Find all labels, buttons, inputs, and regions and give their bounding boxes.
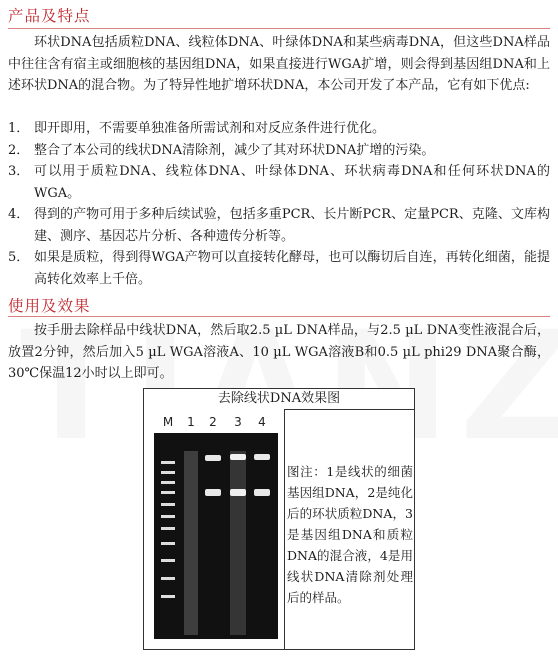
feature-text: 如果是质粒，得到得WGA产物可以直接转化酵母，也可以酶切后自连，再转化细菌，能提高转化效率上千倍。 [34, 250, 550, 287]
marker-band [161, 491, 175, 494]
features-divider [8, 28, 550, 29]
figure-title: 去除线状DNA效果图 [144, 389, 414, 410]
marker-lane-bands [161, 461, 175, 598]
feature-item-1 [8, 118, 550, 140]
lane-label-1: 1 [187, 415, 195, 429]
usage-paragraph [8, 320, 550, 385]
lane-label-2: 2 [209, 415, 217, 429]
feature-item-2 [8, 140, 550, 162]
features-heading: 产品及特点 [8, 7, 91, 25]
features-intro-text: 环状DNA包括质粒DNA、线粒体DNA、叶绿体DNA和某些病毒DNA，但这些DNA样品中往往含有宿主或细胞核的基因组DNA，如果直接进行WGA扩增，则会得到基因组DNA和上述环状DNA的混合物。为了特异性地扩增环状DNA，本公司开发了本产品，它有如下优点: [8, 35, 550, 93]
gel-figure [143, 388, 415, 650]
marker-band [161, 503, 175, 506]
marker-band [161, 577, 175, 580]
gel-image [144, 409, 284, 649]
marker-band [161, 542, 175, 545]
lane-2-band-lower [205, 489, 221, 496]
marker-band [161, 471, 175, 474]
feature-text: 得到的产物可用于多种后续试验，包括多重PCR、长片断PCR、定量PCR、克隆、文库构建、测序、基因芯片分析、各种遗传分析等。 [34, 207, 550, 244]
marker-band [161, 595, 175, 598]
lane-4-band-upper [254, 454, 270, 460]
lane-label-4: 4 [258, 415, 266, 429]
features-list [8, 118, 550, 290]
lane-label-3: 3 [234, 415, 242, 429]
figure-caption: 图注：1是线状的细菌基因组DNA，2是纯化后的环状质粒DNA，3是基因组DNA和质粒DNA的混合液，4是用线状DNA清除剂处理后的样品。 [287, 464, 413, 605]
marker-band [161, 527, 175, 530]
gel-panel [144, 409, 285, 649]
lane-1-smear [184, 451, 198, 635]
marker-band [161, 559, 175, 562]
marker-band [161, 481, 175, 484]
usage-heading: 使用及效果 [8, 297, 91, 315]
features-intro [8, 32, 550, 97]
feature-text: 整合了本公司的线状DNA清除剂，减少了其对环状DNA扩增的污染。 [34, 142, 435, 158]
feature-item-5 [8, 247, 550, 290]
feature-number: 1． [8, 121, 30, 136]
lane-3-band-lower [230, 489, 246, 496]
feature-text: 可以用于质粒DNA、线粒体DNA、叶绿体DNA、环状病毒DNA和任何环状DNA的WGA。 [34, 164, 550, 201]
lane-4-band-lower [254, 489, 270, 496]
lane-3-smear [230, 451, 246, 635]
lane-3-band-upper [230, 454, 246, 460]
usage-divider [8, 316, 550, 317]
lane-label-m: M [162, 415, 174, 429]
feature-item-3 [8, 161, 550, 204]
feature-number: 5． [8, 250, 30, 265]
feature-number: 2． [8, 142, 30, 158]
usage-text: 按手册去除样品中线状DNA，然后取2.5 µL DNA样品，与2.5 µL DNA变性液混合后，放置2分钟，然后加入5 µL WGA溶液A、10 µL WGA溶液B和0.5 µL phi29 DNA聚合酶，30℃保温12小时以上即可。 [8, 323, 550, 381]
marker-band [161, 515, 175, 518]
feature-number: 4． [8, 207, 30, 222]
marker-band [161, 461, 175, 464]
feature-text: 即开即用，不需要单独准备所需试剂和对反应条件进行优化。 [34, 121, 386, 136]
feature-item-4 [8, 204, 550, 247]
feature-number: 3． [8, 164, 30, 179]
lane-2-band-upper [205, 455, 221, 461]
